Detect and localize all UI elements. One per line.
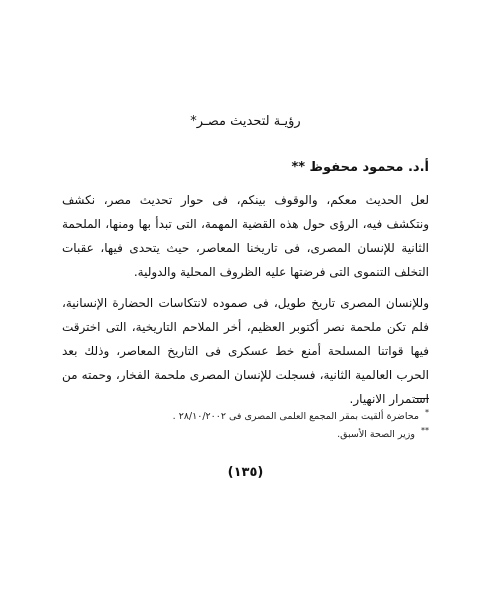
article-title: رؤيـة لتحديث مصـر*	[190, 114, 301, 129]
footnote-1	[173, 406, 429, 423]
footnote-1-text: محاضرة ألقيت بمقر المجمع العلمى المصرى فى ٢٨/١٠/٢٠٠٢ .	[172, 411, 419, 423]
footnote-2-text: وزير الصحة الأسبق.	[337, 429, 415, 441]
footnote-2	[337, 424, 429, 441]
page-number: (١٣٥)	[227, 465, 264, 480]
footnote-1-mark: *	[425, 408, 429, 417]
author-name: أ.د. محمود محفوظ **	[291, 160, 429, 175]
paragraph-1: لعل الحديث معكم، والوقوف بينكم، فى حوار تحديث مصر، نكشف ونتكشف فيه، الرؤى حول هذه القضية المهمة، التى تبدأ بها ومنها، الملحمة الثانية للإنسان المصرى، فى تاريخنا المعاصر، حيث يتحدى فيها، عقبات التخلف التنموى التى فرضتها عليه الظروف المحلية والدولية.	[62, 193, 429, 279]
paragraph-2: وللإنسان المصرى تاريخ طويل، فى صموده لانتكاسات الحضارة الإنسانية، فلم تكن ملحمة نصر أكتوبر العظيم، أخر الملاحم التاريخية، التى اخترقت فيها قواتنا المسلحة أمنع خط عسكرى فى التاريخ المعاصر، وذلك بعد الحرب العالمية الثانية، فسجلت للإنسان المصرى ملحمة الفخار، وحمته من استمرار الانهيار.	[62, 296, 429, 406]
footnote-separator	[415, 398, 429, 399]
footnote-2-mark: **	[421, 426, 429, 435]
